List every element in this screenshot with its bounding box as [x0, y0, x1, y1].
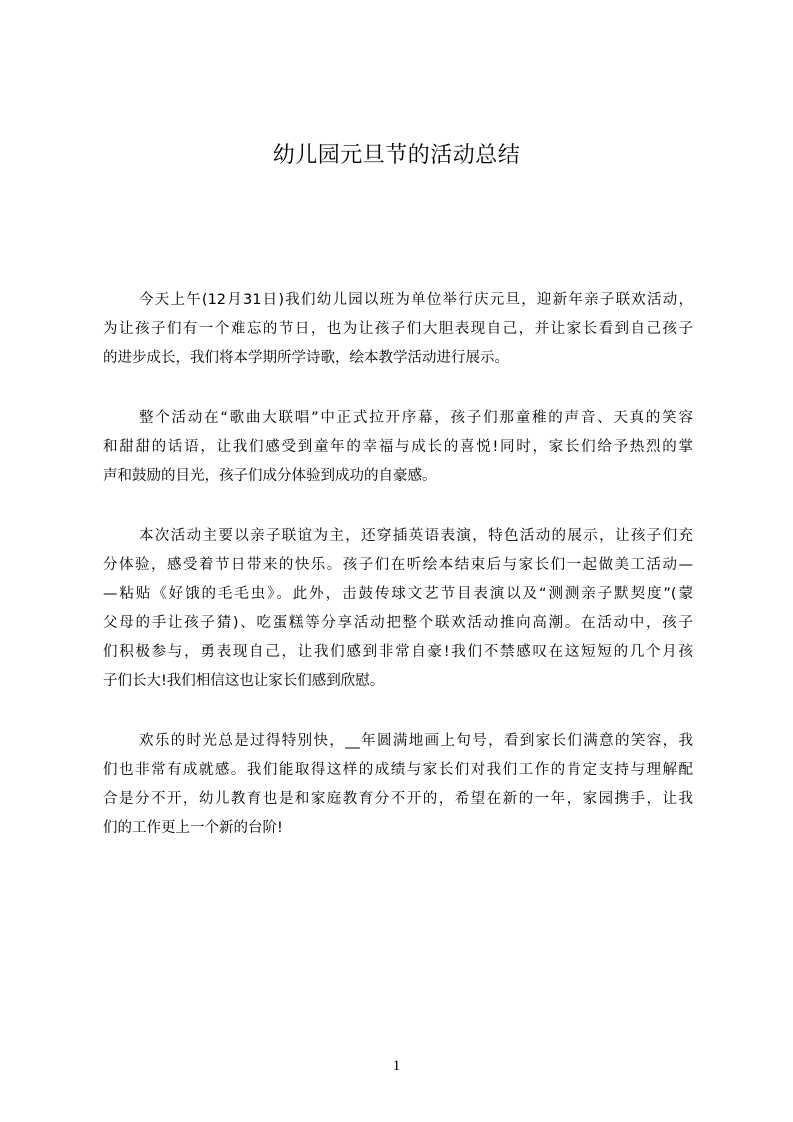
- document-title: 幼儿园元旦节的活动总结: [272, 143, 521, 168]
- paragraph-line: —粘贴《好饿的毛毛虫》。此外，击鼓传球文艺节目表演以及“测测亲子默契度”(蒙: [103, 586, 693, 602]
- paragraph-4: [103, 727, 693, 843]
- paragraph-line: 们也非常有成就感。我们能取得这样的成绩与家长们对我们工作的肯定支持与理解配: [103, 762, 693, 778]
- paragraph-line: 合是分不开，幼儿教育也是和家庭教育分不开的，希望在新的一年，家园携手，让我: [103, 791, 693, 807]
- paragraph-line: 们积极参与，勇表现自己，让我们感到非常自豪!我们不禁感叹在这短短的几个月孩: [103, 644, 693, 660]
- paragraph-line: 们的工作更上一个新的台阶!: [103, 820, 283, 836]
- paragraph-3: [103, 522, 693, 696]
- paragraph-1: [103, 286, 693, 373]
- page-number: 1: [392, 1058, 401, 1074]
- paragraph-line: 今天上午(12月31日)我们幼儿园以班为单位举行庆元旦，迎新年亲子联欢活动，: [139, 292, 693, 308]
- paragraph-line: 本次活动主要以亲子联谊为主，还穿插英语表演，特色活动的展示，让孩子们充: [139, 528, 693, 544]
- paragraph-line: 整个活动在“歌曲大联唱”中正式拉开序幕，孩子们那童稚的声音、天真的笑容: [139, 410, 693, 426]
- paragraph-line: 子们长大!我们相信这也让家长们感到欣慰。: [103, 673, 385, 689]
- paragraph-line: 的进步成长，我们将本学期所学诗歌，绘本教学活动进行展示。: [103, 350, 509, 366]
- paragraph-line: 为让孩子们有一个难忘的节日，也为让孩子们大胆表现自己，并让家长看到自己孩子: [103, 321, 693, 337]
- paragraph-line: 和甜甜的话语，让我们感受到童年的幸福与成长的喜悦!同时，家长们给予热烈的掌: [103, 439, 693, 455]
- document-body: [103, 286, 693, 874]
- paragraph-line: 声和鼓励的目光，孩子们成分体验到成功的自豪感。: [103, 468, 437, 484]
- paragraph-line: 欢乐的时光总是过得特别快，__年圆满地画上句号，看到家长们满意的笑容，我: [139, 733, 693, 749]
- paragraph-line: 父母的手让孩子猜)、吃蛋糕等分享活动把整个联欢活动推向高潮。在活动中，孩子: [103, 615, 693, 631]
- paragraph-2: [103, 404, 693, 491]
- paragraph-line: 分体验，感受着节日带来的快乐。孩子们在听绘本结束后与家长们一起做美工活动—: [103, 557, 693, 573]
